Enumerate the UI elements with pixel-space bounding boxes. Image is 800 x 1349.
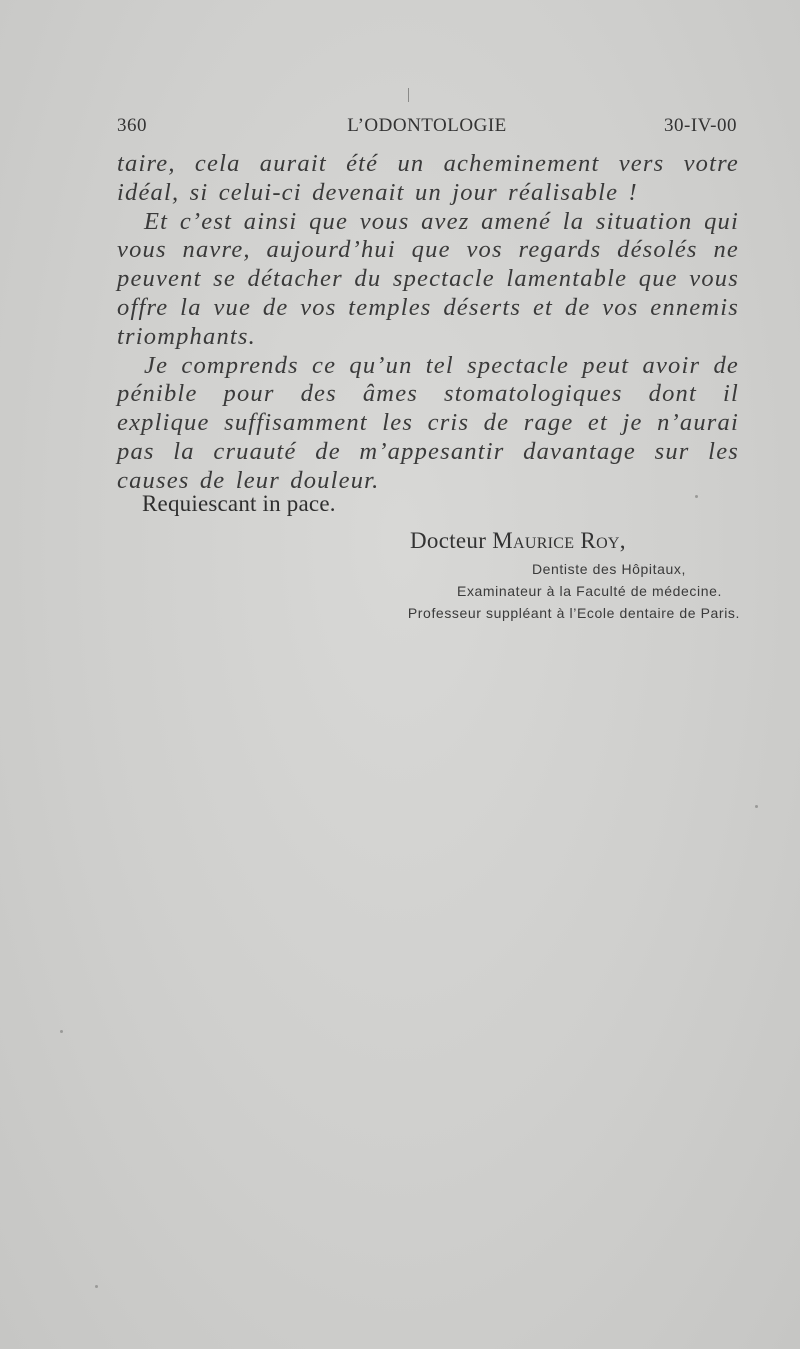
signatory-title: Docteur (410, 528, 487, 553)
journal-title: L’ODONTOLOGIE (347, 115, 507, 136)
signatory-last-name: Roy, (580, 528, 626, 553)
signatory-position-2: Examinateur à la Faculté de médecine. (457, 583, 722, 599)
paragraph: Je comprends ce qu’un tel spectacle peut avoir de pénible pour des âmes stomatologiques dont il explique suffisamment les cris de rage et je n’aurai pas la cruauté de m’appesantir davantage sur les causes de leur douleur. (117, 351, 739, 494)
paper-speck (695, 495, 698, 498)
signatory-name (410, 528, 626, 554)
signatory-position-1: Dentiste des Hôpitaux, (531, 561, 686, 577)
page-number: 360 (117, 115, 147, 136)
paper-speck (95, 1285, 98, 1288)
issue-date: 30-IV-00 (664, 115, 737, 136)
article-body (117, 150, 739, 496)
paragraph: Et c’est ainsi que vous avez amené la situation qui vous navre, aujourd’hui que vos regards désolés ne peuvent se détacher du spectacle lamentable que vous offre la vue de vos temples déserts et de vos ennemis triomphants. (117, 207, 739, 350)
running-header (117, 115, 737, 145)
paper-speck (755, 805, 758, 808)
paper-speck (60, 1030, 63, 1033)
closing-line: Requiescant in pace. (142, 491, 336, 516)
print-mark (408, 88, 409, 102)
paragraph-continued: taire, cela aurait été un acheminement vers votre idéal, si celui-ci devenait un jour réalisable ! (117, 150, 739, 206)
signatory-first-name: Maurice (492, 528, 575, 553)
signatory-position-3: Professeur suppléant à l’Ecole dentaire de Paris. (407, 605, 740, 621)
